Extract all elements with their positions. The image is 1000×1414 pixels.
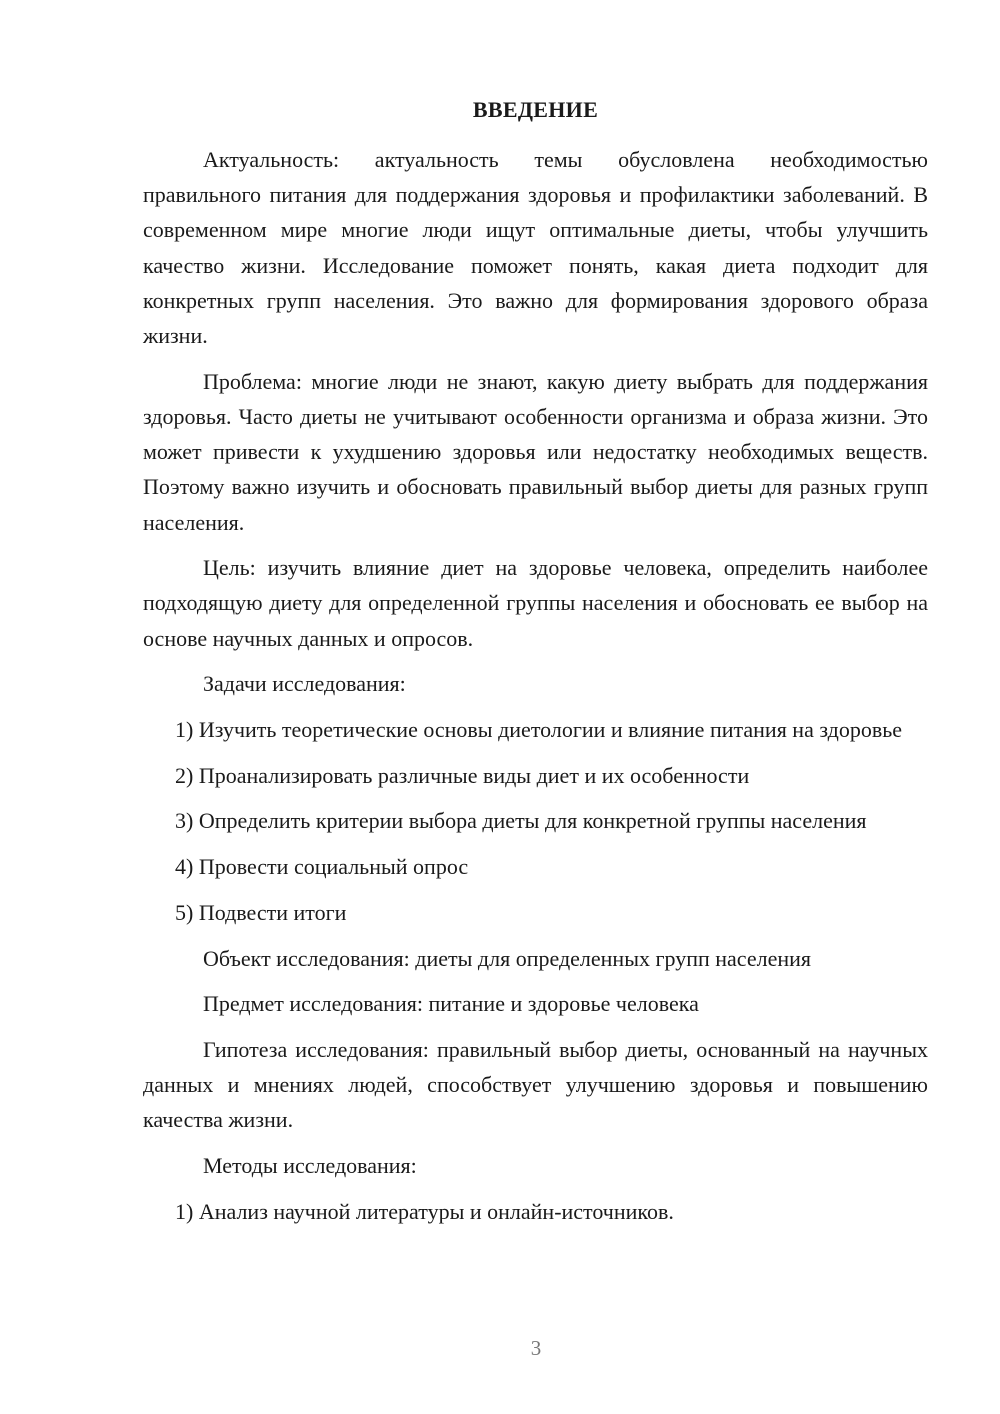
tasks-title: Задачи исследования: [203,671,406,697]
method-item: 1) Анализ научной литературы и онлайн-источников. [175,1198,674,1224]
task-item: 3) Определить критерии выбора диеты для конкретной группы населения [175,808,867,834]
relevance-paragraph: Актуальность: актуальность темы обусловлена необходимостью правильного питания для поддержания здоровья и профилактики заболеваний. В современном мире многие люди ищут оптимальные диеты, чтобы улучшить качество жизни. Исследование поможет понять, какая диета подходит для конкретных групп населения. Это важно для формирования здорового образа жизни. [143,147,928,349]
task-item: 5) Подвести итоги [175,899,347,925]
task-item: 4) Провести социальный опрос [175,854,469,880]
task-item: 1) Изучить теоретические основы диетологии и влияние питания на здоровье [175,717,903,743]
research-object: Объект исследования: диеты для определенных групп населения [203,945,811,971]
research-hypothesis: Гипотеза исследования: правильный выбор диеты, основанный на научных данных и мнениях людей, способствует улучшению здоровья и повышению качества жизни. [143,1036,928,1133]
page-title: ВВЕДЕНИЕ [472,97,599,122]
page-number: 3 [530,1336,542,1360]
document-page [143,94,928,1239]
task-item: 2) Проанализировать различные виды диет и их особенности [175,762,750,788]
problem-paragraph: Проблема: многие люди не знают, какую диету выбрать для поддержания здоровья. Часто диеты не учитывают особенности организма и образа жизни. Это может привести к ухудшению здоровья или недостатку необходимых веществ. Поэтому важно изучить и обосновать правильный выбор диеты для разных групп населения. [143,368,928,535]
methods-title: Методы исследования: [203,1153,417,1179]
research-subject: Предмет исследования: питание и здоровье человека [203,991,699,1017]
goal-paragraph: Цель: изучить влияние диет на здоровье человека, определить наиболее подходящую диету для определенной группы населения и обосновать ее выбор на основе научных данных и опросов. [143,555,928,651]
